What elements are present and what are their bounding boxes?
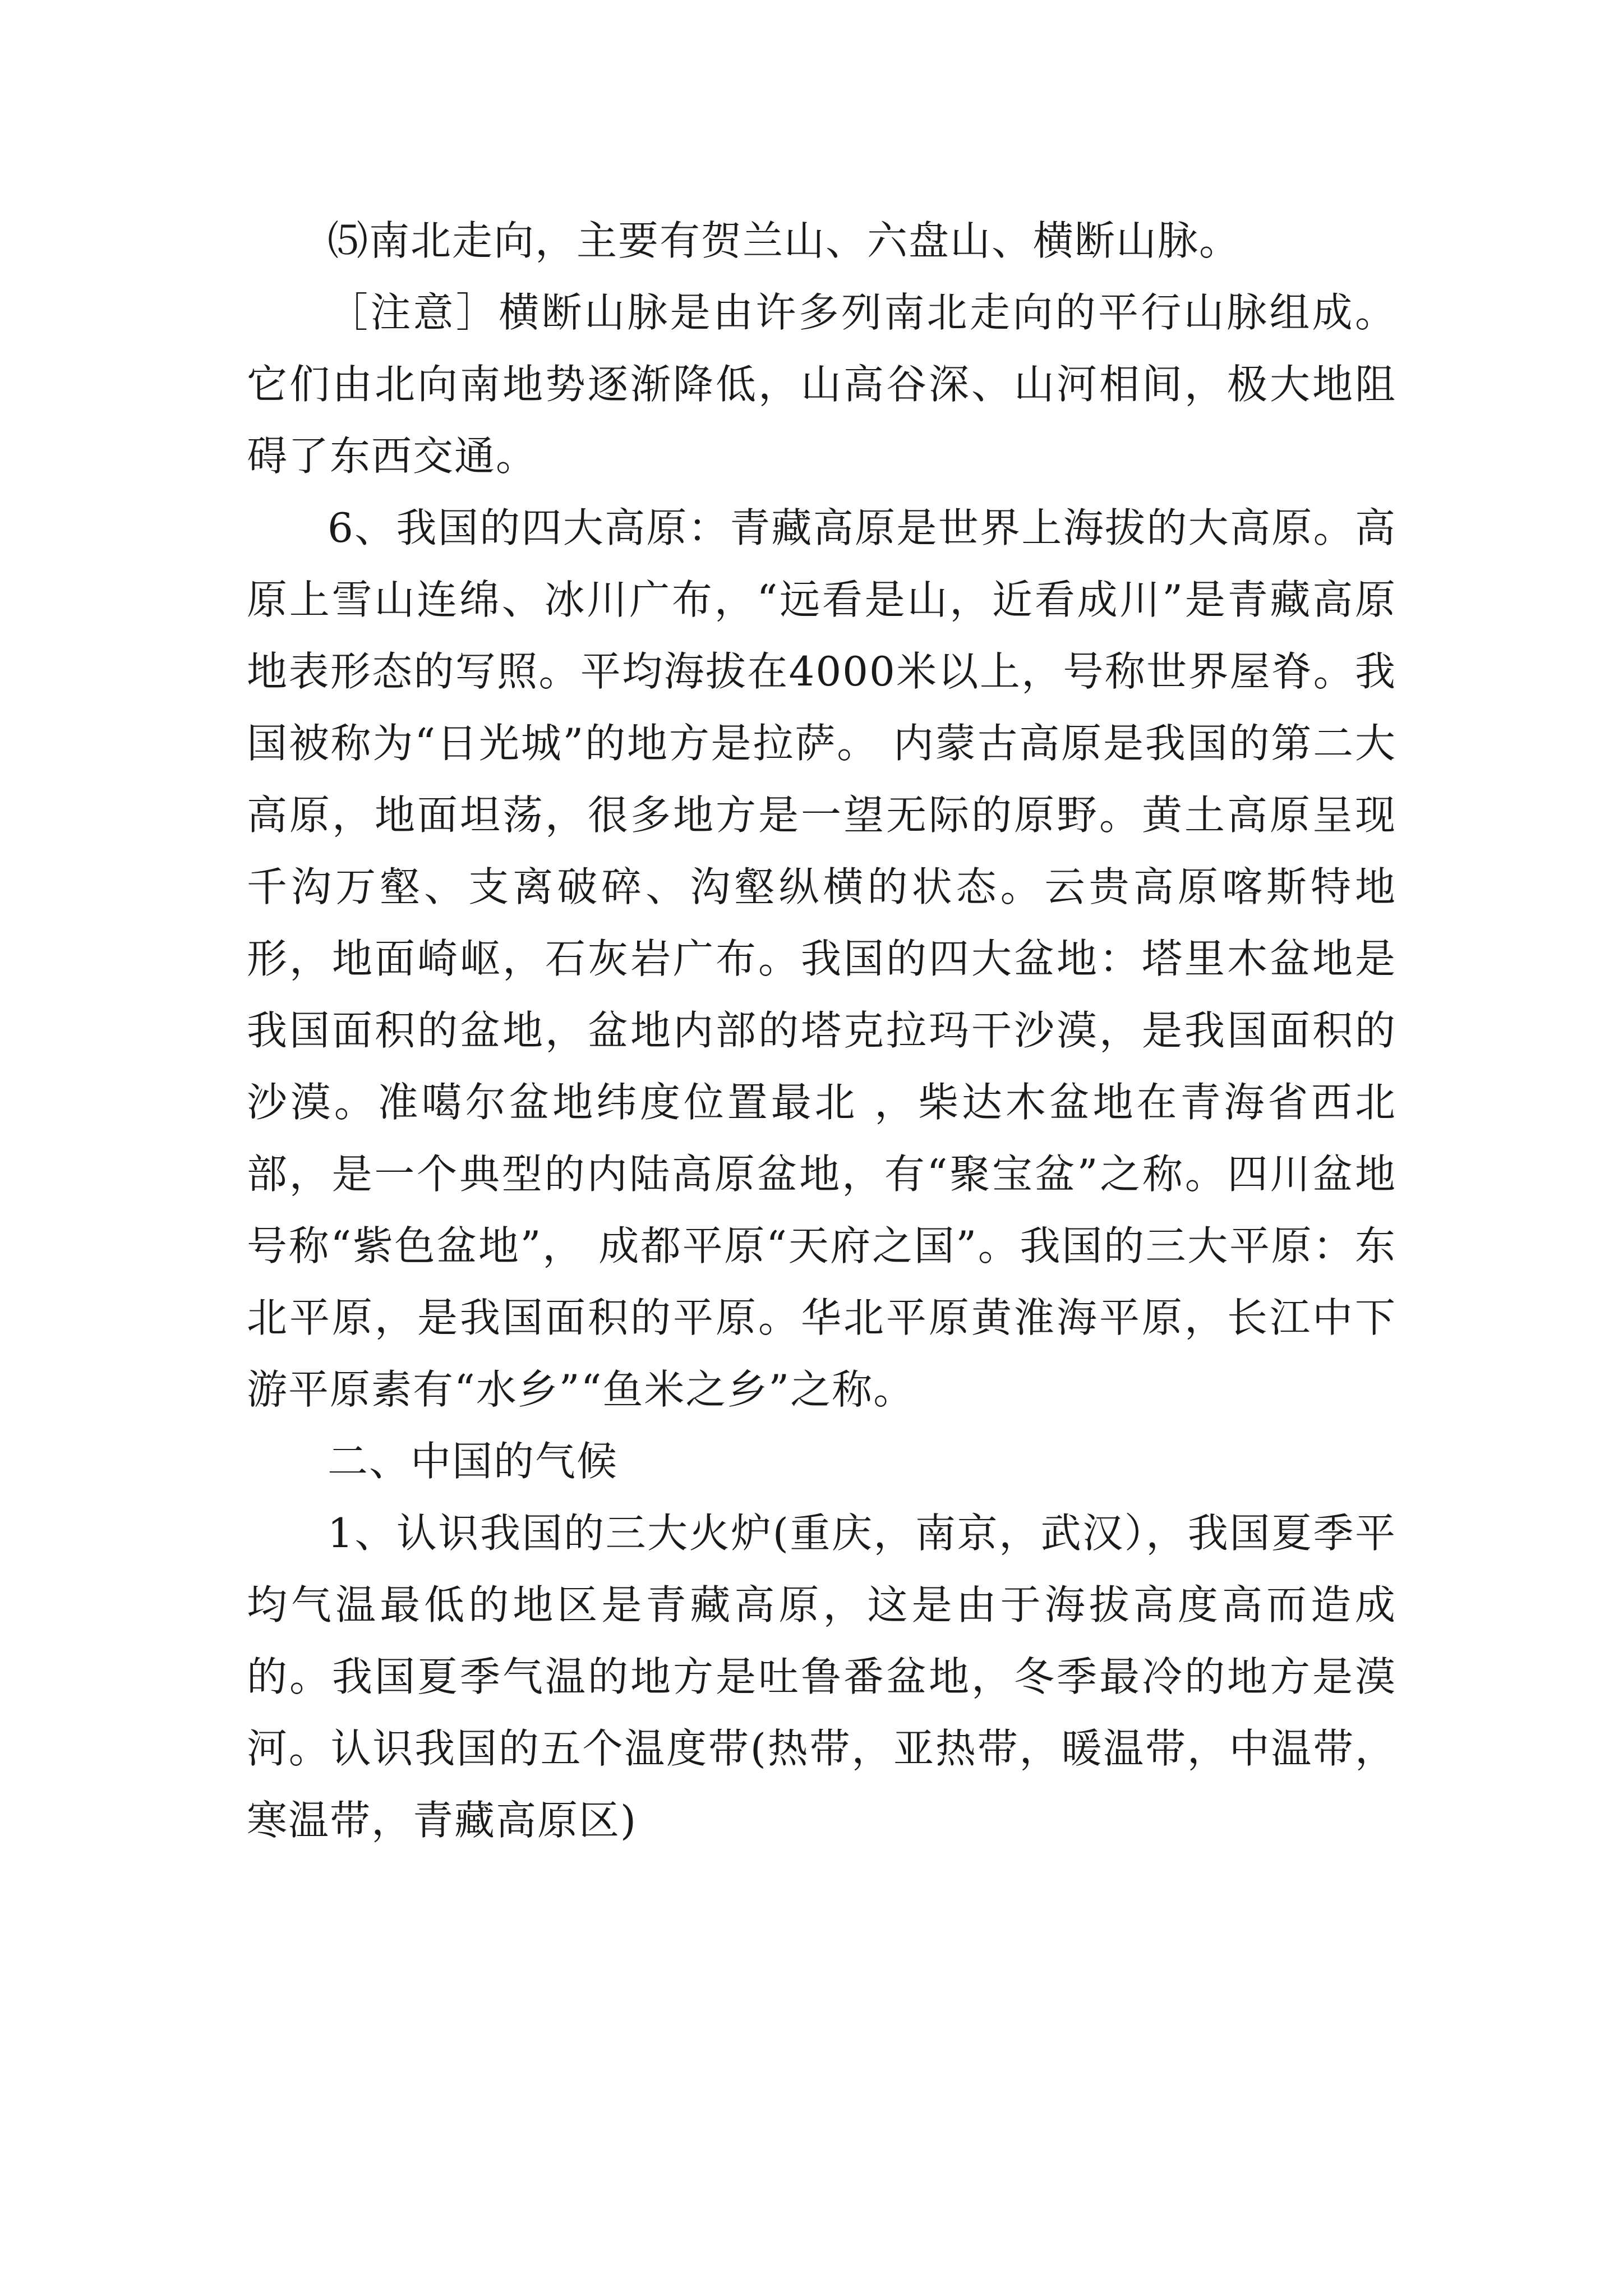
paragraph-mountain-direction: ⑸南北走向，主要有贺兰山、六盘山、横断山脉。 bbox=[328, 217, 1241, 264]
paragraph-plateaus-basins-plains: 6、我国的四大高原：青藏高原是世界上海拔的大高原。高原上雪山连绵、冰川广布，“远看是山，近看成川”是青藏高原地表形态的写照。平均海拔在4000米以上，号称世界屋脊。我国被称为“日光城”的地方是拉萨。 内蒙古高原是我国的第二大高原，地面坦荡，很多地方是一望无际的原野。黄土高原呈现千沟万壑、支离破碎、沟壑纵横的状态。云贵高原喀斯特地形，地面崎岖，石灰岩广布。我国的四大盆地：塔里木盆地是我国面积的盆地，盆地内部的塔克拉玛干沙漠，是我国面积的沙漠。准噶尔盆地纬度位置最北 ，柴达木盆地在青海省西北部，是一个典型的内陆高原盆地，有“聚宝盆”之称。四川盆地号称“紫色盆地”， 成都平原“天府之国”。我国的三大平原：东北平原，是我国面积的平原。华北平原黄淮海平原，长江中下游平原素有“水乡”“鱼米之乡”之称。 bbox=[247, 504, 1396, 1413]
paragraph-temperature-zones: 1、认识我国的三大火炉(重庆，南京，武汉），我国夏季平均气温最低的地区是青藏高原，这是由于海拔高度高而造成的。我国夏季气温的地方是吐鲁番盆地，冬季最冷的地方是漠河。认识我国的五个温度带(热带，亚热带，暖温带，中温带，寒温带，青藏高原区) bbox=[247, 1510, 1396, 1844]
document-body bbox=[247, 205, 1396, 1856]
section-heading-climate: 二、中国的气候 bbox=[328, 1438, 619, 1485]
paragraph-note-hengduan: ［注意］横断山脉是由许多列南北走向的平行山脉组成。它们由北向南地势逐渐降低，山高谷深、山河相间，极大地阻碍了东西交通。 bbox=[247, 289, 1396, 480]
